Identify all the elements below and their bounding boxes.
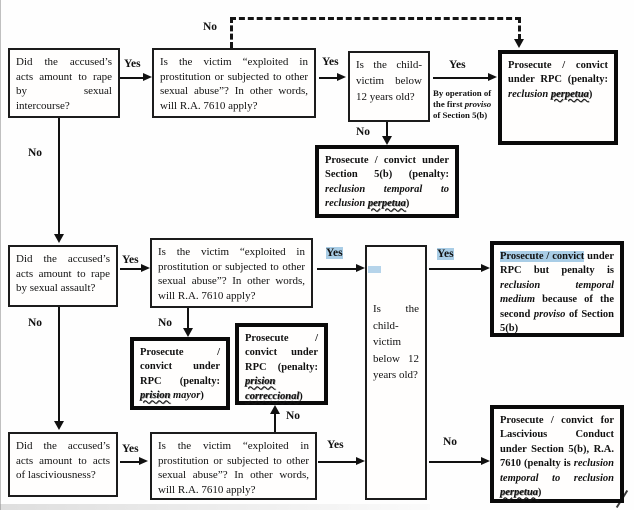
outcome-section-5b [315, 145, 459, 218]
label-yes-row3-a: Yes [122, 443, 139, 455]
arrow-line [433, 77, 490, 79]
label-yes-row2-a: Yes [122, 254, 139, 266]
text-part: Prosecute / convict under Section 5(b) (penalty: [325, 155, 449, 181]
label-no-prision-correccional: No [286, 410, 301, 422]
arrow-head-right-icon [139, 457, 148, 465]
arrow-head-down-icon [514, 39, 524, 48]
text-part: ) [537, 487, 542, 499]
arrow-head-down-icon [54, 234, 64, 243]
text-part: By operation of the first [433, 88, 492, 109]
decision-victim-exploited-row1: Is the victim “exploited in prostitution or subjected to other sexual abuse”? In other words, will R.A. 7610 apply? [152, 48, 316, 118]
arrow-line [120, 77, 145, 79]
text-part: Prosecute / convict under RPC (penalty: [508, 60, 608, 86]
text-part: ) [588, 88, 593, 100]
arrow-head-right-icon [488, 73, 497, 81]
label-yes-row2-b-highlighted: Yes [326, 247, 343, 259]
label-no-prision-mayor: No [158, 317, 173, 329]
text-part: prision correccional [245, 376, 300, 402]
label-yes-row1-c: Yes [449, 59, 466, 71]
text-part: proviso [533, 308, 566, 320]
label-no-left-2: No [28, 317, 43, 329]
arrow-head-right-icon [356, 264, 365, 272]
outcome-rpc-temporal-medium [490, 241, 624, 337]
arrow-line [318, 461, 357, 463]
decision-victim-exploited-row3: Is the victim “exploited in prostitution or subjected to other sexual abuse”? In other words, will R.A. 7610 apply? [150, 432, 317, 500]
text-part: proviso [464, 98, 492, 109]
decision-child-below-12-shared: Is the child-victim below 12 years old? [365, 245, 427, 500]
note-by-operation-first-proviso [433, 88, 497, 121]
arrow-line [58, 307, 60, 423]
text-part: Prosecute / convict under RPC (penalty: [245, 333, 318, 373]
dashed-connector-vertical-right [518, 17, 521, 40]
arrow-line [58, 118, 60, 236]
text-part: reclusion temporal to reclusion [500, 458, 614, 484]
text-part: mayor [170, 390, 201, 402]
label-yes-row1-a: Yes [124, 58, 141, 70]
arrow-line [274, 413, 276, 432]
text-part: perpetua [367, 198, 406, 210]
label-yes-row3-b: Yes [327, 439, 344, 451]
arrow-head-down-icon [183, 328, 193, 337]
scan-edge-line [0, 0, 1, 510]
label-yes-row2-c-highlighted: Yes [437, 248, 454, 260]
arrow-head-right-icon [337, 73, 346, 81]
arrow-head-right-icon [481, 264, 490, 272]
arrow-line [120, 461, 141, 463]
outcome-rpc-prision-correccional [235, 323, 328, 405]
decision-victim-exploited-row2: Is the victim “exploited in prostitution or subjected to other sexual abuse”? In other words, will R.A. 7610 apply? [150, 238, 313, 308]
outcome-rpc-reclusion-perpetua [498, 50, 618, 145]
arrow-head-up-icon [270, 405, 280, 414]
text-part: Prosecute / convict under RPC (penalty: [140, 347, 220, 387]
arrow-head-down-icon [54, 421, 64, 430]
outcome-lascivious-conduct-5b [490, 405, 624, 503]
arrow-line [317, 268, 357, 270]
arrow-head-down-icon [382, 136, 392, 145]
label-no-dashed-bypass: No [203, 21, 218, 33]
outcome-rpc-prision-mayor [130, 337, 230, 410]
text-part: perpetua [550, 88, 589, 100]
text-part-highlighted: Prosecute / convict [500, 251, 585, 262]
dashed-connector-horizontal [230, 17, 521, 20]
decision-child-below-12-row1: Is the child-victim below 12 years old? [348, 51, 430, 122]
text-part: ) [200, 390, 204, 402]
arrow-head-right-icon [481, 457, 490, 465]
highlighter-mark [368, 266, 381, 273]
label-no-left-1: No [28, 147, 43, 159]
arrow-line [187, 308, 189, 329]
text-part: of Section 5(b) [500, 308, 614, 335]
label-yes-row1-b: Yes [322, 56, 339, 68]
decision-rape-assault: Did the accused’s acts amount to rape by sexual assault? [8, 245, 118, 307]
decision-lasciviousness: Did the accused’s acts amount to acts of lasciviousness? [8, 432, 118, 497]
text-part: Prosecute / convict for Lascivious Conduct under Section 5(b), R.A. 7610 (penalty is [500, 415, 614, 470]
text-part: prision [140, 390, 171, 402]
label-no-row3: No [443, 436, 458, 448]
dashed-connector-vertical-left [230, 17, 233, 48]
text-part: of Section 5(b) [433, 109, 488, 120]
text-part: because of the second [500, 294, 614, 320]
text-part: under RPC but penalty is [500, 251, 614, 277]
text-part: ) [299, 390, 303, 402]
label-no-row1: No [356, 126, 371, 138]
arrow-head-right-icon [356, 457, 365, 465]
text-part: reclusion temporal medium [500, 279, 614, 306]
text-part: reclusion [508, 88, 551, 100]
arrow-line [429, 461, 482, 463]
arrow-head-right-icon [143, 73, 152, 81]
scan-bottom-shadow [0, 504, 430, 510]
decision-rape-intercourse: Did the accused’s acts amount to rape by sexual intercourse? [8, 48, 120, 118]
arrow-head-right-icon [141, 264, 150, 272]
text-part: ) [405, 198, 410, 210]
arrow-line [429, 268, 482, 270]
text-part: reclusion temporal to reclusion [325, 183, 449, 210]
text-part: perpetua [500, 487, 538, 499]
